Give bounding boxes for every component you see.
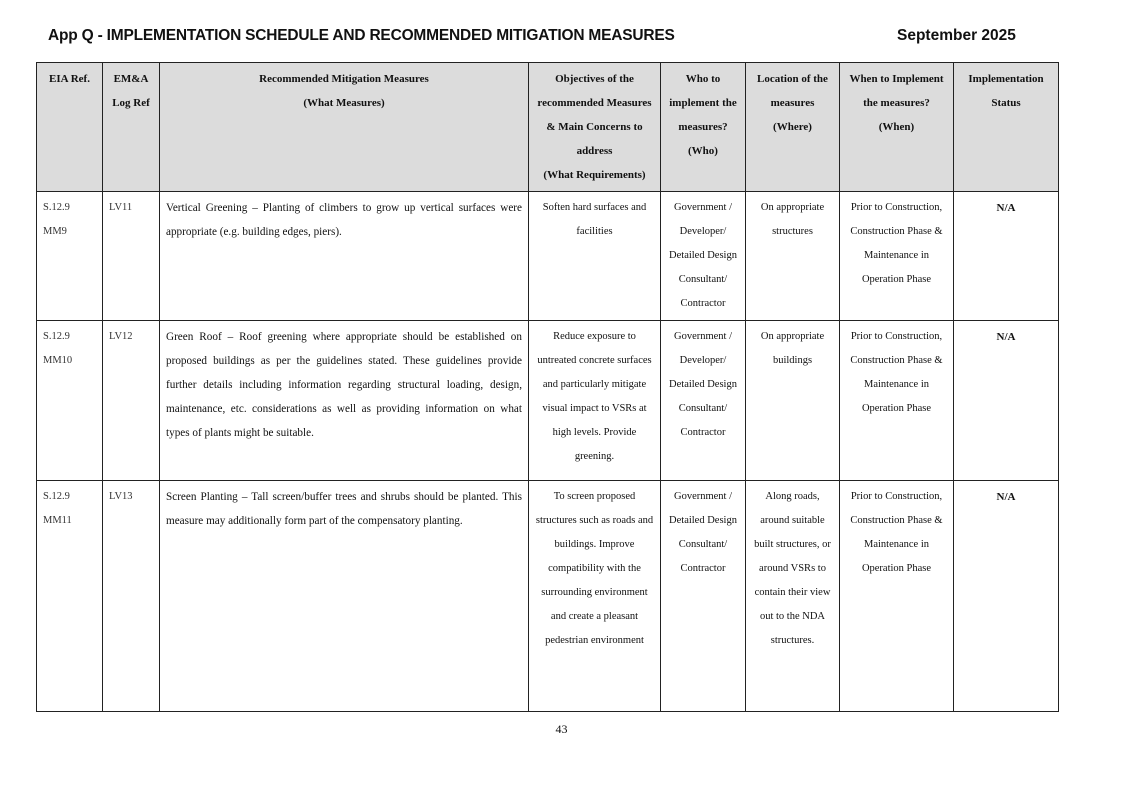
cell-when: Prior to Construction, Construction Phase & Maintenance in Operation Phase [840, 192, 954, 321]
col-header-label: Who to implement the measures? [669, 73, 737, 133]
col-header-sublabel: (Who) [688, 145, 718, 157]
col-header-label: EM&A [113, 73, 149, 85]
col-header-where [746, 63, 840, 192]
cell-measure: Screen Planting – Tall screen/buffer trees and shrubs should be planted. This measure may additionally form part of the compensatory planting. [160, 481, 529, 712]
cell-status: N/A [954, 321, 1059, 481]
cell-objectives: To screen proposed structures such as roads and buildings. Improve compatibility with the surrounding environment and create a pleasant pedestrian environment [529, 481, 661, 712]
table-header-row [37, 63, 1059, 192]
eia-ref-measure: MM9 [43, 226, 67, 237]
cell-objectives: Reduce exposure to untreated concrete surfaces and particularly mitigate visual impact to VSRs at high levels. Provide greening. [529, 321, 661, 481]
col-header-log-ref [103, 63, 160, 192]
cell-log-ref: LV12 [103, 321, 160, 481]
eia-ref-section: S.12.9 [43, 202, 70, 213]
implementation-schedule-table [36, 62, 1059, 712]
eia-ref-measure: MM10 [43, 355, 73, 366]
cell-where: Along roads, around suitable built structures, or around VSRs to contain their view out to the NDA structures. [746, 481, 840, 712]
col-header-label: Recommended Mitigation Measures [259, 73, 429, 85]
cell-status: N/A [954, 192, 1059, 321]
col-header-label: Objectives of the recommended Measures & Main Concerns to address [537, 73, 652, 157]
cell-where: On appropriate buildings [746, 321, 840, 481]
cell-eia-ref [37, 321, 103, 481]
cell-measure: Vertical Greening – Planting of climbers to grow up vertical surfaces were appropriate (e.g. building edges, piers). [160, 192, 529, 321]
cell-eia-ref [37, 192, 103, 321]
col-header-sublabel: (When) [878, 121, 915, 133]
cell-measure: Green Roof – Roof greening where appropriate should be established on proposed buildings as per the guidelines stated. These guidelines provide further details including information regarding structural loading, design, maintenance, etc. considerations as well as providing information on what types of plants might be suitable. [160, 321, 529, 481]
col-header-label: Implementation Status [968, 73, 1044, 109]
cell-log-ref: LV13 [103, 481, 160, 712]
document-title: App Q - IMPLEMENTATION SCHEDULE AND RECOMMENDED MITIGATION MEASURES [48, 27, 675, 44]
col-header-label: EIA Ref. [49, 73, 90, 85]
page-number: 43 [555, 722, 568, 736]
col-header-when [840, 63, 954, 192]
col-header-label: Location of the measures [757, 73, 828, 109]
cell-eia-ref [37, 481, 103, 712]
col-header-measures [160, 63, 529, 192]
eia-ref-section: S.12.9 [43, 491, 70, 502]
cell-objectives: Soften hard surfaces and facilities [529, 192, 661, 321]
col-header-objectives [529, 63, 661, 192]
cell-who: Government / Developer/ Detailed Design Consultant/ Contractor [661, 192, 746, 321]
document-date: September 2025 [897, 27, 1016, 44]
col-header-sublabel: Log Ref [112, 97, 150, 109]
cell-who: Government / Developer/ Detailed Design Consultant/ Contractor [661, 321, 746, 481]
cell-status: N/A [954, 481, 1059, 712]
cell-when: Prior to Construction, Construction Phase & Maintenance in Operation Phase [840, 481, 954, 712]
col-header-sublabel: (What Requirements) [543, 169, 646, 181]
eia-ref-measure: MM11 [43, 515, 72, 526]
cell-when: Prior to Construction, Construction Phase & Maintenance in Operation Phase [840, 321, 954, 481]
cell-log-ref: LV11 [103, 192, 160, 321]
col-header-eia-ref [37, 63, 103, 192]
col-header-sublabel: (What Measures) [303, 97, 385, 109]
table-row [37, 481, 1059, 712]
col-header-status [954, 63, 1059, 192]
table-row [37, 321, 1059, 481]
table-row [37, 192, 1059, 321]
col-header-who [661, 63, 746, 192]
col-header-label: When to Implement the measures? [849, 73, 944, 109]
col-header-sublabel: (Where) [773, 121, 812, 133]
eia-ref-section: S.12.9 [43, 331, 70, 342]
cell-who: Government / Detailed Design Consultant/ Contractor [661, 481, 746, 712]
cell-where: On appropriate structures [746, 192, 840, 321]
